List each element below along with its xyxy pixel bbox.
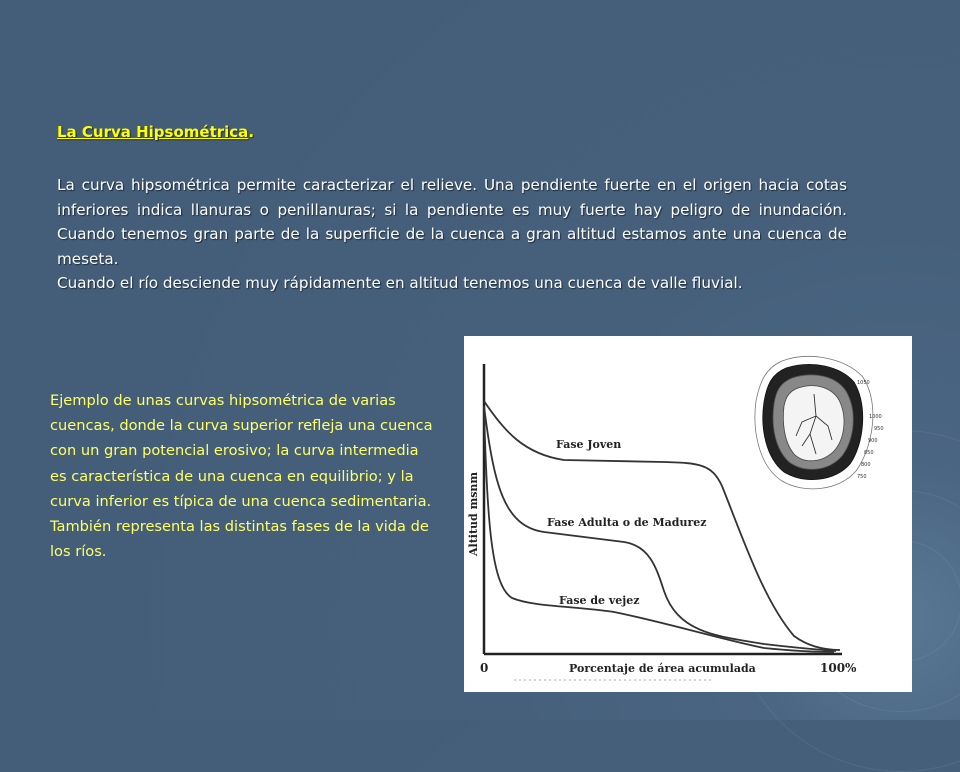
hypsometric-figure xyxy=(464,336,912,692)
contour-label: 850 xyxy=(864,450,874,456)
contour-label: 900 xyxy=(868,438,878,444)
intro-paragraph-2: Cuando el río desciende muy rápidamente en altitud tenemos una cuenca de valle fluvial. xyxy=(57,274,743,292)
contour-label: 750 xyxy=(857,474,867,480)
contour-label: 1000 xyxy=(869,414,882,420)
figure-caption: Ejemplo de unas curvas hipsométrica de varias cuencas, donde la curva superior refleja una cuenca con un gran potencial erosivo; la curva intermedia es característica de una cuenca en equilibrio; y la curva inferior es típica de una cuenca sedimentaria. También representa las distintas fases de la vida de los ríos. xyxy=(50,392,433,561)
contour-label: 800 xyxy=(861,462,871,468)
slide-title-suffix: . xyxy=(248,123,255,141)
x-axis-label: Porcentaje de área acumulada xyxy=(569,662,756,675)
intro-paragraph-1: La curva hipsométrica permite caracterizar el relieve. Una pendiente fuerte en el origen hacia cotas inferiores indica llanuras o penillanuras; si la pendiente es muy fuerte hay peligro de inundación. Cuando tenemos gran parte de la superficie de la cuenca a gran altitud estamos ante una cuenca de meseta. xyxy=(57,176,847,268)
contour-label: 950 xyxy=(874,426,884,432)
x-max-label: 100% xyxy=(820,661,857,675)
hypsometric-diagram xyxy=(464,336,912,692)
slide-title xyxy=(57,123,254,141)
slide-title-text: La Curva Hipsométrica xyxy=(57,123,249,141)
intro-text xyxy=(57,173,847,296)
label-fase-vejez: Fase de vejez xyxy=(559,594,640,607)
label-fase-adulta: Fase Adulta o de Madurez xyxy=(547,516,707,529)
label-fase-joven: Fase Joven xyxy=(556,438,622,451)
basin-contour-map xyxy=(744,352,884,494)
contour-label: 1050 xyxy=(857,380,870,386)
y-axis-label: Altitud msnm xyxy=(467,471,480,556)
x-min-label: 0 xyxy=(480,661,489,675)
